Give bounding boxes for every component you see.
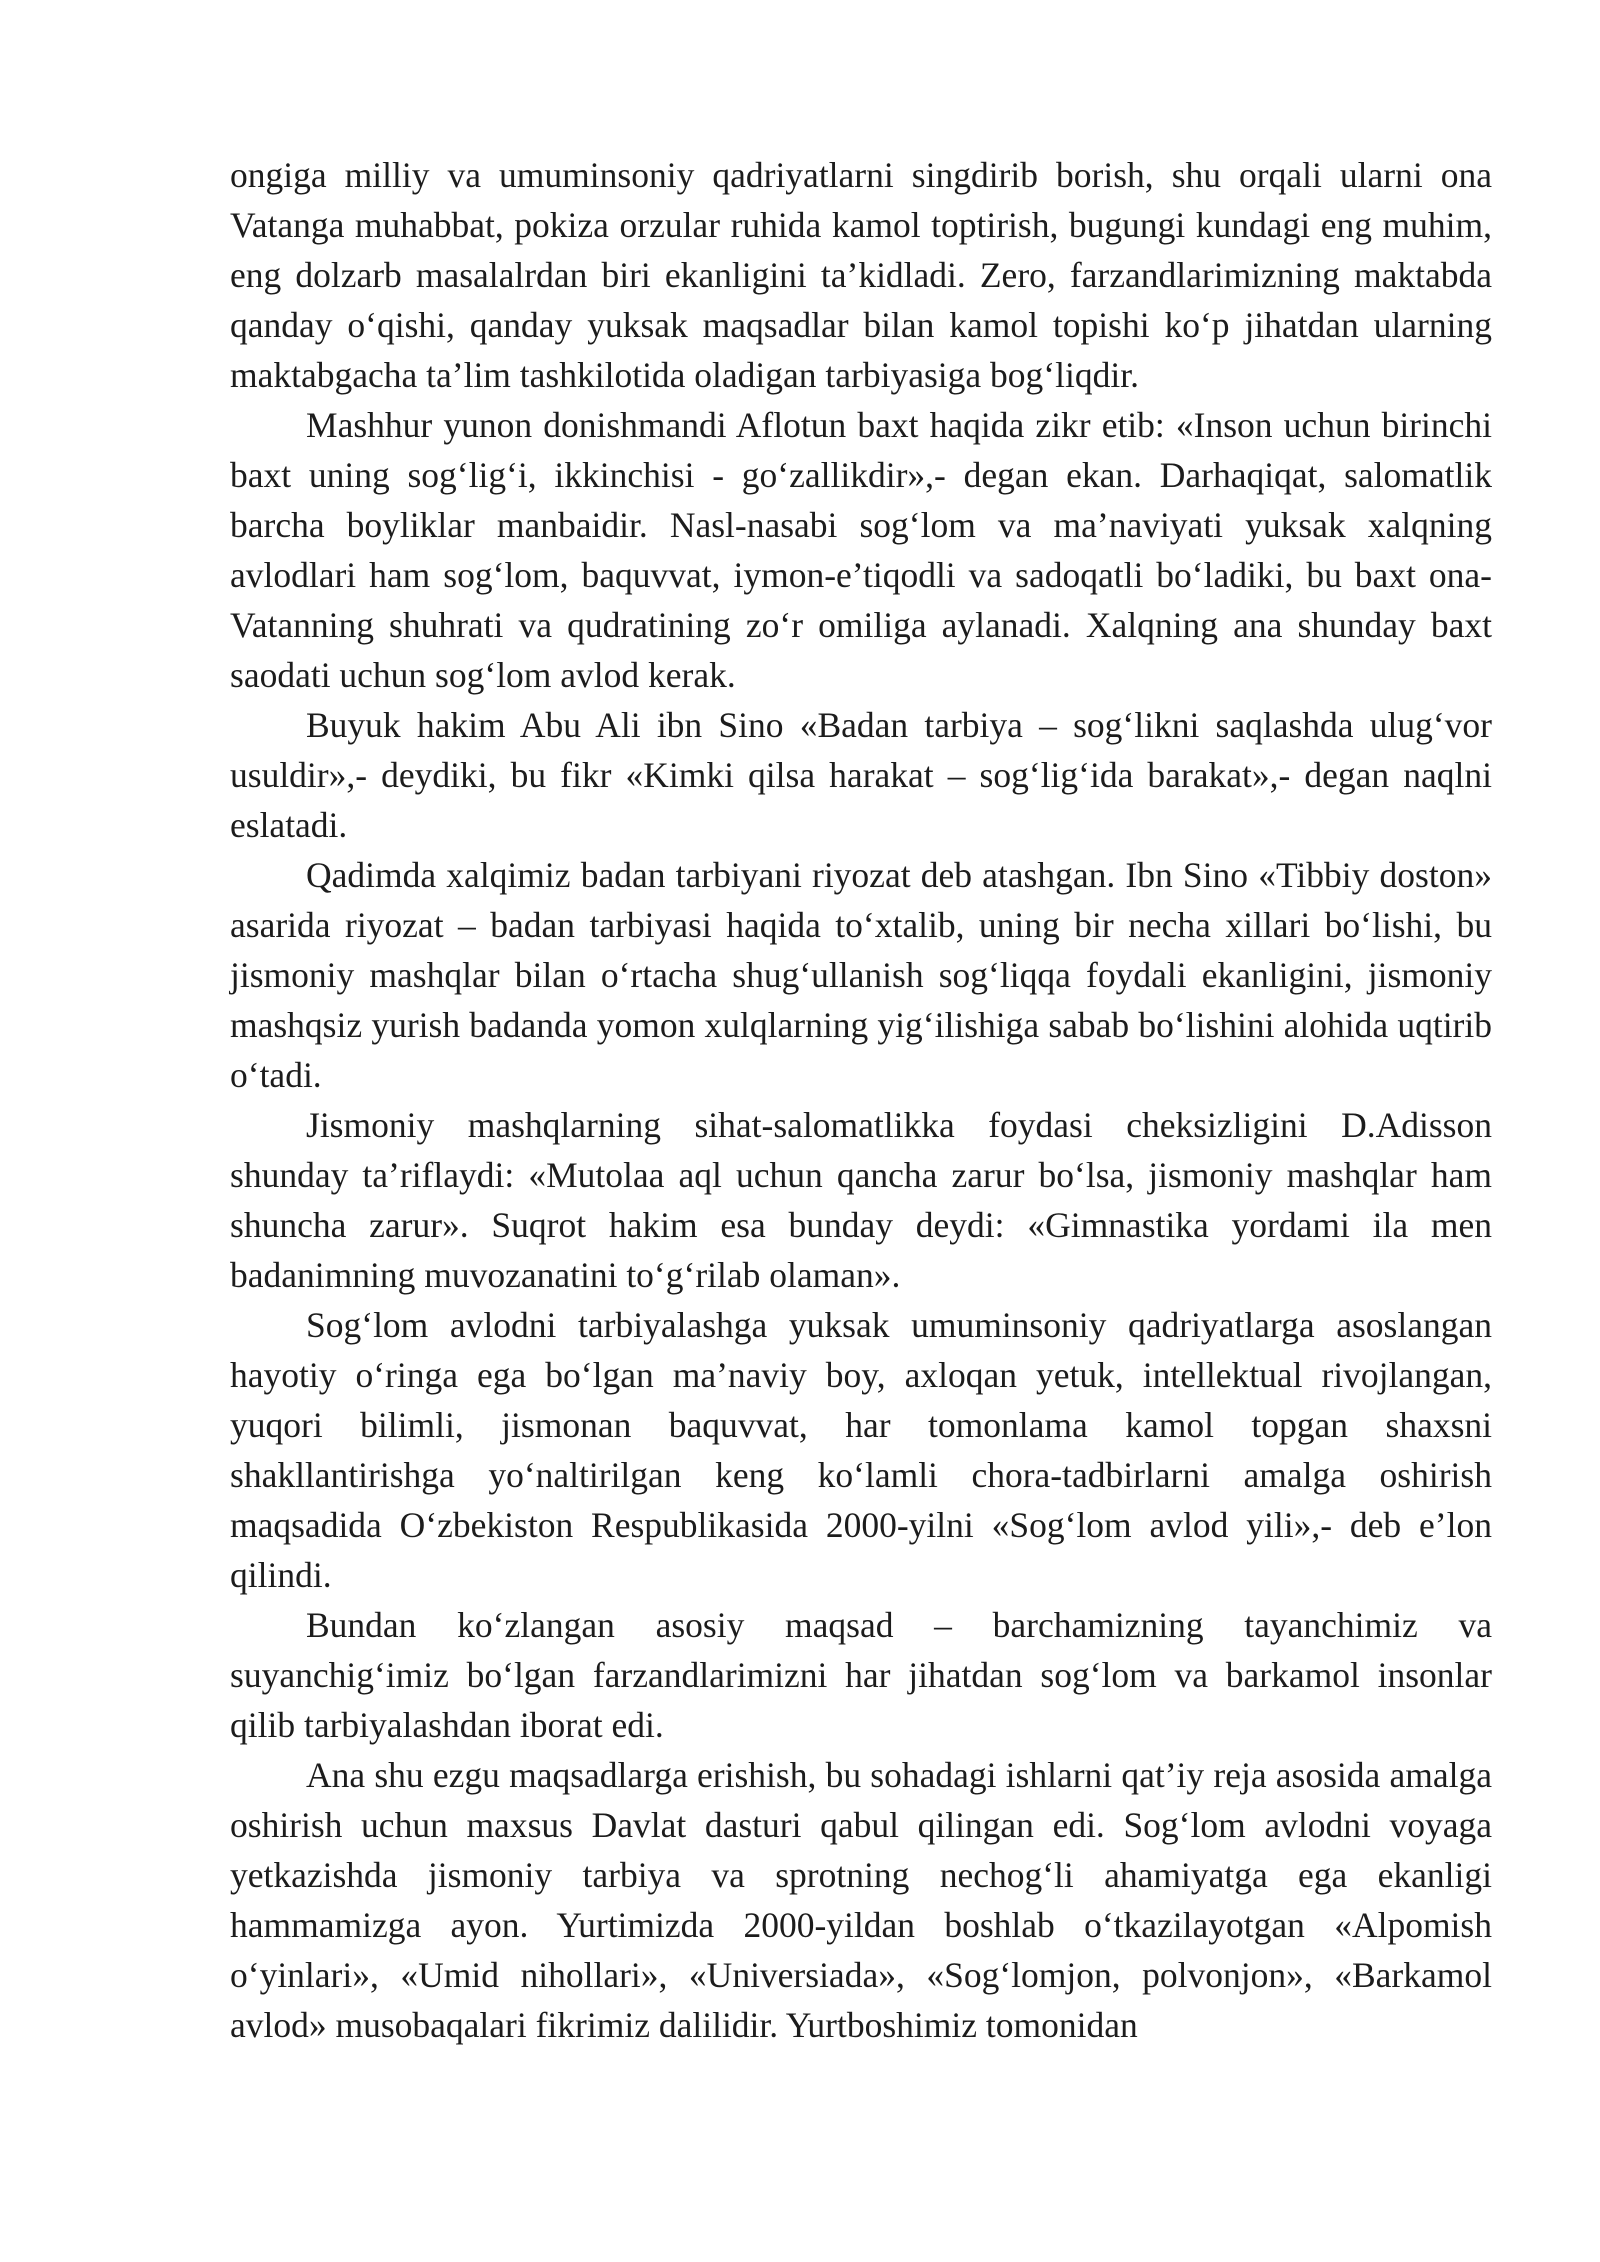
paragraph: Buyuk hakim Abu Ali ibn Sino «Badan tarbiya – sog‘likni saqlashda ulug‘vor usuldir»,- deydiki, bu fikr «Kimki qilsa harakat – sog‘lig‘ida barakat»,- degan naqlni eslatadi. xyxy=(230,705,1492,845)
paragraph: Sog‘lom avlodni tarbiyalashga yuksak umuminsoniy qadriyatlarga asoslangan hayotiy o‘ringa ega bo‘lgan ma’naviy boy, axloqan yetuk, intellektual rivojlangan, yuqori bilimli, jismonan baquvvat, har tomonlama kamol topgan shaxsni shakllantirishga yo‘naltirilgan keng ko‘lamli chora-tadbirlarni amalga oshirish maqsadida O‘zbekiston Respublikasida 2000-yilni «Sog‘lom avlod yili»,- deb e’lon qilindi. xyxy=(230,1305,1492,1595)
paragraph: Mashhur yunon donishmandi Aflotun baxt haqida zikr etib: «Inson uchun birinchi baxt uning sog‘lig‘i, ikkinchisi - go‘zallikdir»,- degan ekan. Darhaqiqat, salomatlik barcha boyliklar manbaidir. Nasl-nasabi sog‘lom va ma’naviyati yuksak xalqning avlodlari ham sog‘lom, baquvvat, iymon-e’tiqodli va sadoqatli bo‘ladiki, bu baxt ona-Vatanning shuhrati va qudratining zo‘r omiliga aylanadi. Xalqning ana shunday baxt saodati uchun sog‘lom avlod kerak. xyxy=(230,405,1492,695)
paragraph: Ana shu ezgu maqsadlarga erishish, bu sohadagi ishlarni qat’iy reja asosida amalga oshirish uchun maxsus Davlat dasturi qabul qilingan edi. Sog‘lom avlodni voyaga yetkazishda jismoniy tarbiya va sprotning nechog‘li ahamiyatga ega ekanligi hammamizga ayon. Yurtimizda 2000-yildan boshlab o‘tkazilayotgan «Alpomish o‘yinlari», «Umid nihollari», «Universiada», «Sog‘lomjon, polvonjon», «Barkamol avlod» musobaqalari fikrimiz dalilidir. Yurtboshimiz tomonidan xyxy=(230,1755,1492,2045)
paragraph: Jismoniy mashqlarning sihat-salomatlikka foydasi cheksizligini D.Adisson shunday ta’riflaydi: «Mutolaa aql uchun qancha zarur bo‘lsa, jismoniy mashqlar ham shuncha zarur». Suqrot hakim esa bunday deydi: «Gimnastika yordami ila men badanimning muvozanatini to‘g‘rilab olaman». xyxy=(230,1105,1492,1295)
document-page xyxy=(230,150,1492,2050)
paragraph: Bundan ko‘zlangan asosiy maqsad – barchamizning tayanchimiz va suyanchig‘imiz bo‘lgan farzandlarimizni har jihatdan sog‘lom va barkamol insonlar qilib tarbiyalashdan iborat edi. xyxy=(230,1605,1492,1745)
paragraph: Qadimda xalqimiz badan tarbiyani riyozat deb atashgan. Ibn Sino «Tibbiy doston» asarida riyozat – badan tarbiyasi haqida to‘xtalib, uning bir necha xillari bo‘lishi, bu jismoniy mashqlar bilan o‘rtacha shug‘ullanish sog‘liqqa foydali ekanligini, jismoniy mashqsiz yurish badanda yomon xulqlarning yig‘ilishiga sabab bo‘lishini alohida uqtirib o‘tadi. xyxy=(230,855,1492,1095)
paragraph-continued: ongiga milliy va umuminsoniy qadriyatlarni singdirib borish, shu orqali ularni ona Vatanga muhabbat, pokiza orzular ruhida kamol toptirish, bugungi kundagi eng muhim, eng dolzarb masalalrdan biri ekanligini ta’kidladi. Zero, farzandlarimizning maktabda qanday o‘qishi, qanday yuksak maqsadlar bilan kamol topishi ko‘p jihatdan ularning maktabgacha ta’lim tashkilotida oladigan tarbiyasiga bog‘liqdir. xyxy=(230,155,1492,395)
